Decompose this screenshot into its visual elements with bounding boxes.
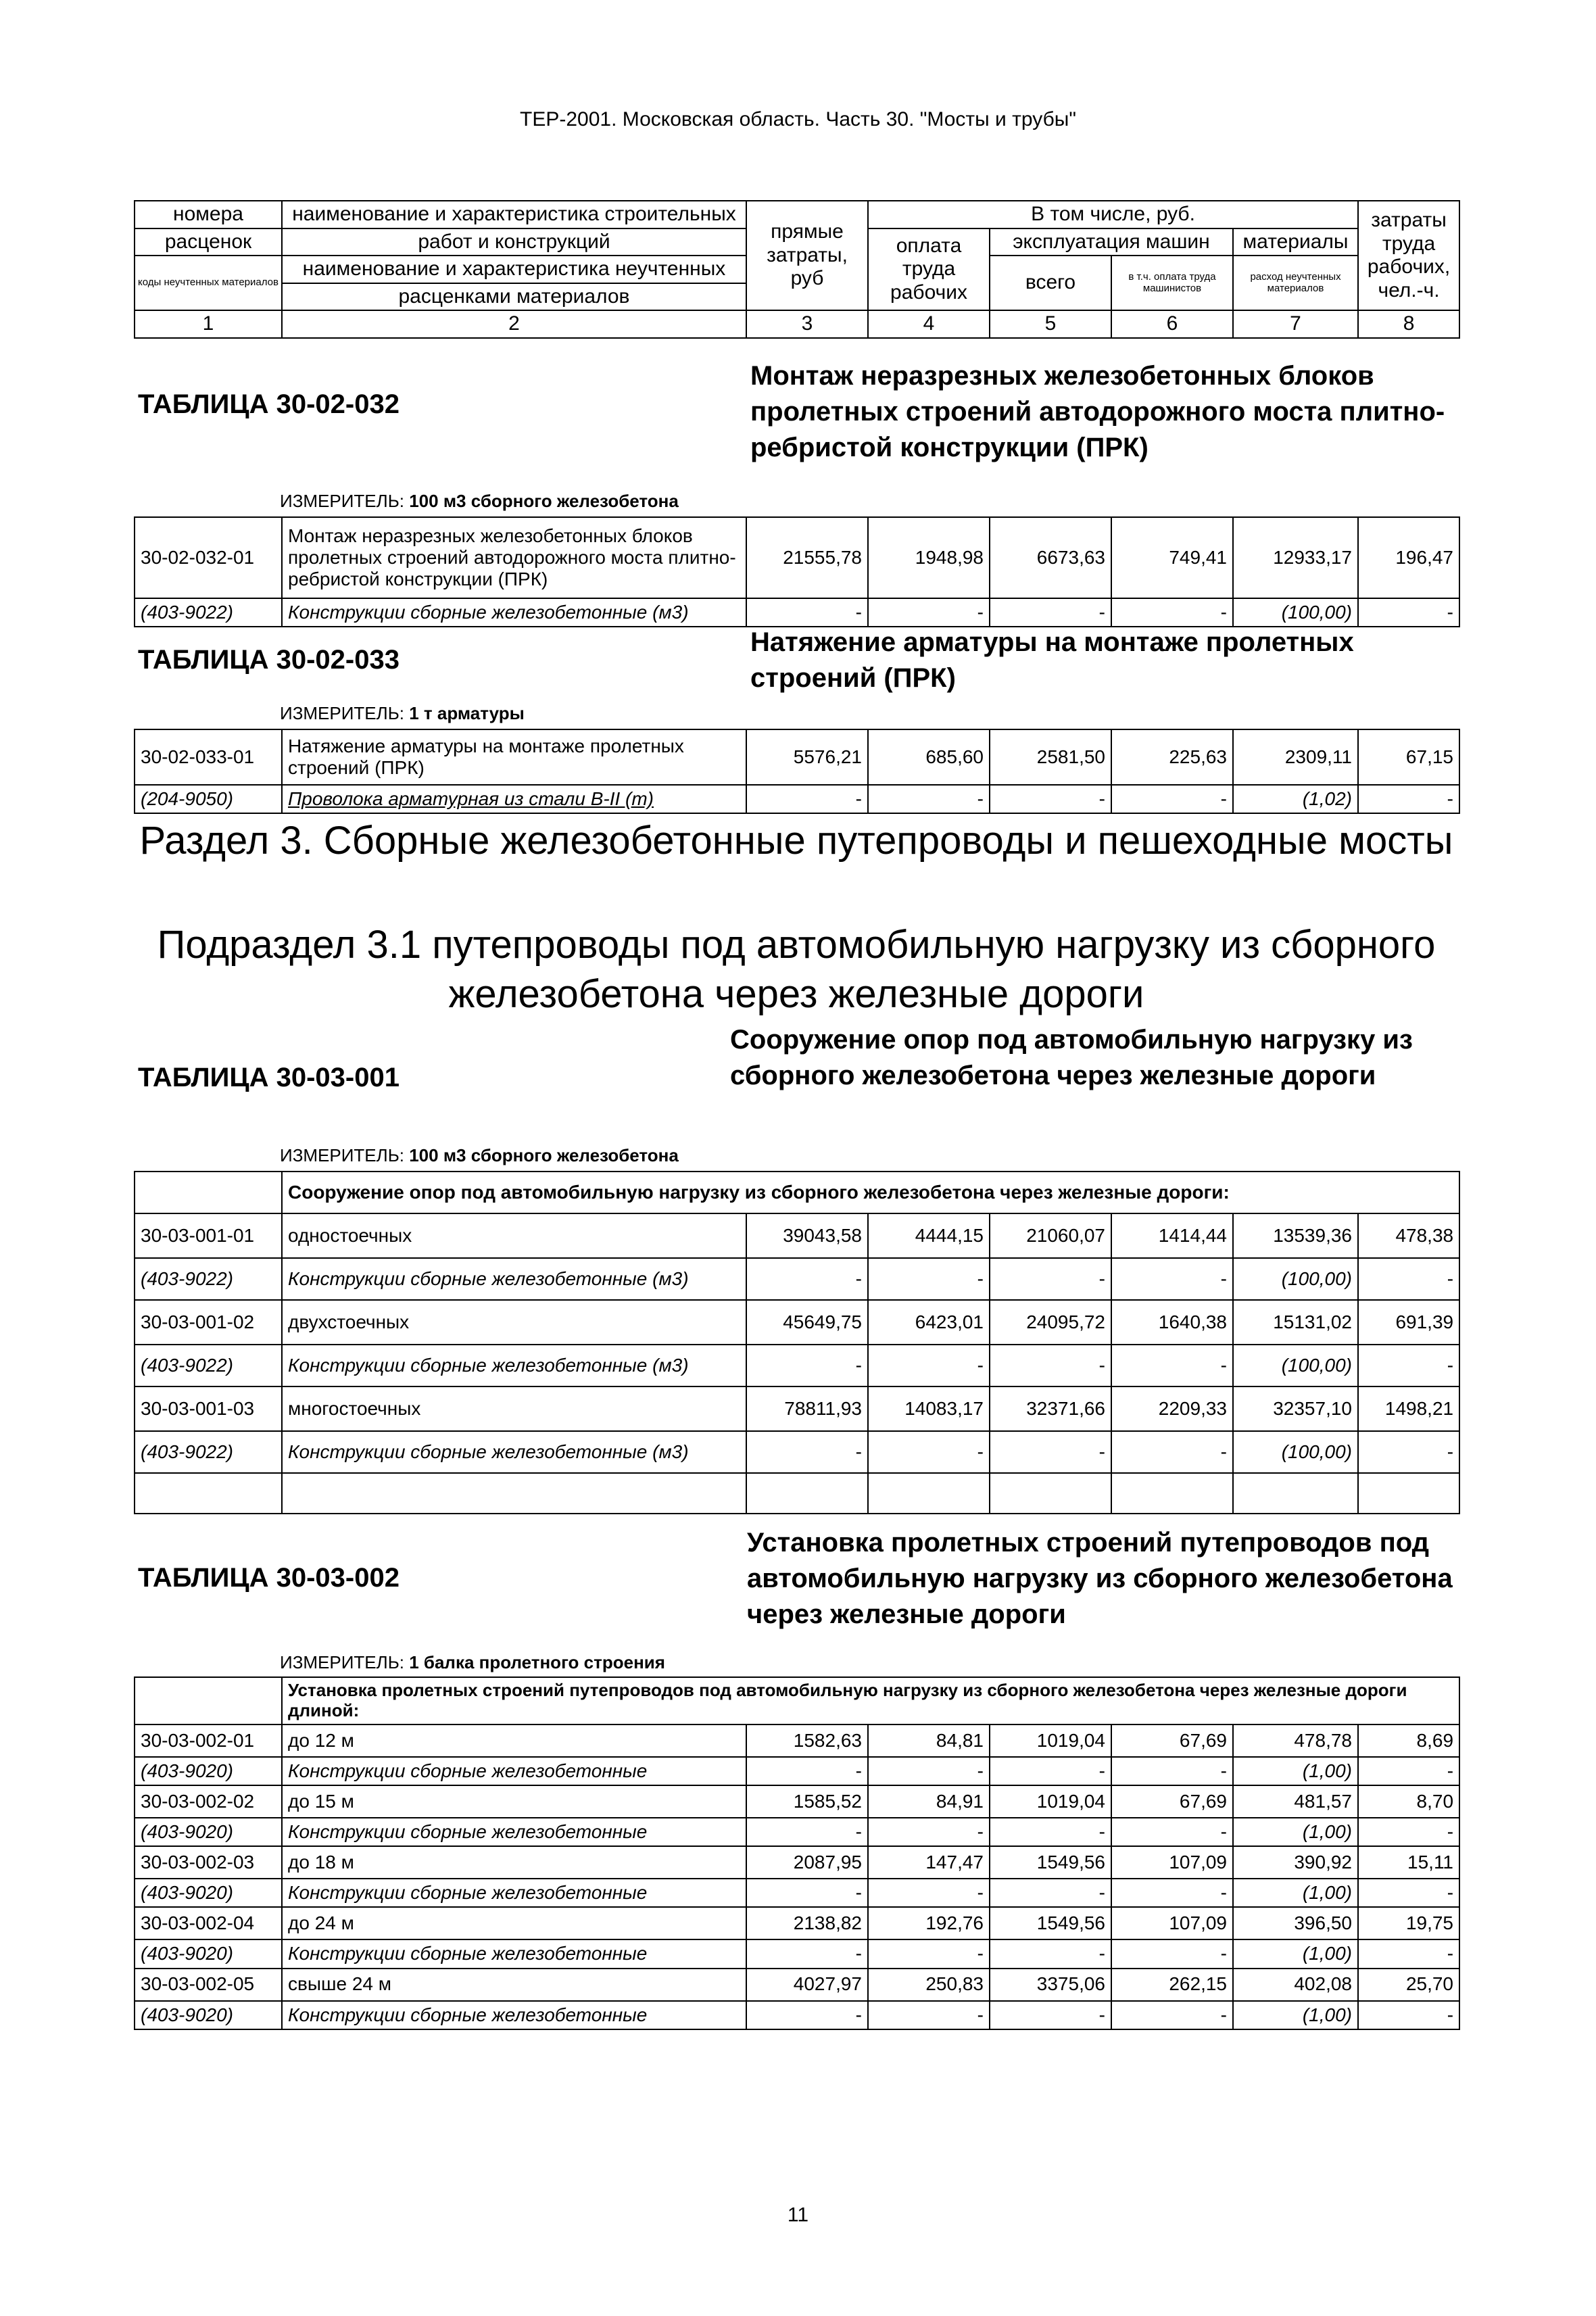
material-c6: - <box>1111 1939 1233 1968</box>
material-code: (403-9020) <box>135 1939 282 1968</box>
material-consumption: (100,00) <box>1233 1345 1358 1386</box>
table-row <box>135 1213 1459 1258</box>
material-name: Конструкции сборные железобетонные <box>282 1879 746 1907</box>
material-c5: - <box>990 1345 1111 1386</box>
material-c8: - <box>1358 785 1459 813</box>
material-name: Конструкции сборные железобетонные <box>282 1818 746 1846</box>
material-c4: - <box>868 1939 990 1968</box>
material-c5: - <box>990 1757 1111 1785</box>
table-30-02-033 <box>134 729 1460 814</box>
material-code: (403-9020) <box>135 2001 282 2029</box>
labor-hours: 478,38 <box>1358 1213 1459 1258</box>
labor-pay: 147,47 <box>868 1846 990 1879</box>
table-30-02-033-label: ТАБЛИЦА 30-02-033 <box>138 645 400 675</box>
table-row <box>135 1386 1459 1431</box>
material-code: (403-9022) <box>135 598 282 627</box>
table-30-02-032-measure: ИЗМЕРИТЕЛЬ: 100 м3 сборного железобетона <box>280 491 679 511</box>
material-row <box>135 1939 1459 1968</box>
direct-costs: 78811,93 <box>746 1386 868 1431</box>
labor-hours: 19,75 <box>1358 1907 1459 1939</box>
rate-name: Монтаж неразрезных железобетонных блоков пролетных строений автодорожного моста плитно-ребристой конструкции (ПРК) <box>282 517 746 598</box>
direct-costs: 4027,97 <box>746 1969 868 2001</box>
group-header: В том числе, руб. <box>868 201 1358 228</box>
material-c6: - <box>1111 1818 1233 1846</box>
material-c6: - <box>1111 1345 1233 1386</box>
material-consumption: (1,00) <box>1233 1757 1358 1785</box>
table-30-03-001-title: Сооружение опор под автомобильную нагрузку из сборного железобетона через железные дороги <box>730 1025 1413 1091</box>
material-c4: - <box>868 2001 990 2029</box>
rate-code: 30-02-032-01 <box>135 517 282 598</box>
direct-costs: 39043,58 <box>746 1213 868 1258</box>
rate-name: многостоечных <box>282 1386 746 1431</box>
material-c8: - <box>1358 1345 1459 1386</box>
page-number: 11 <box>787 2204 809 2226</box>
material-code: (403-9020) <box>135 1757 282 1785</box>
page-header: ТЕР-2001. Московская область. Часть 30. "Мосты и трубы" <box>520 108 1076 130</box>
machinists-pay: 107,09 <box>1111 1846 1233 1879</box>
table-30-03-001-measure: ИЗМЕРИТЕЛЬ: 100 м3 сборного железобетона <box>280 1145 679 1165</box>
material-c4: - <box>868 1879 990 1907</box>
material-name: Конструкции сборные железобетонные (м3) <box>282 1345 746 1386</box>
labor-hours: 196,47 <box>1358 517 1459 598</box>
materials: 402,08 <box>1233 1969 1358 2001</box>
col8-header: затраты труда рабочих, чел.-ч. <box>1358 201 1459 310</box>
material-c4: - <box>868 1345 990 1386</box>
labor-pay: 84,91 <box>868 1785 990 1818</box>
labor-hours: 8,70 <box>1358 1785 1459 1818</box>
col-number-1: 1 <box>135 310 282 338</box>
col56-header: эксплуатация машин <box>990 228 1233 256</box>
material-consumption: (1,00) <box>1233 1879 1358 1907</box>
rate-code: 30-03-001-02 <box>135 1300 282 1345</box>
table-30-02-032-label: ТАБЛИЦА 30-02-032 <box>138 389 400 419</box>
materials: 2309,11 <box>1233 729 1358 785</box>
machinists-pay: 749,41 <box>1111 517 1233 598</box>
material-consumption: (1,00) <box>1233 2001 1358 2029</box>
rate-code: 30-03-002-04 <box>135 1907 282 1939</box>
labor-hours: 691,39 <box>1358 1300 1459 1345</box>
col6-header: в т.ч. оплата труда машинистов <box>1111 256 1233 310</box>
materials: 15131,02 <box>1233 1300 1358 1345</box>
labor-hours: 67,15 <box>1358 729 1459 785</box>
materials: 12933,17 <box>1233 517 1358 598</box>
table-30-03-001 <box>134 1171 1460 1514</box>
machinists-pay: 67,69 <box>1111 1724 1233 1757</box>
machinists-pay: 107,09 <box>1111 1907 1233 1939</box>
labor-pay: 4444,15 <box>868 1213 990 1258</box>
material-c5: - <box>990 785 1111 813</box>
material-row <box>135 1879 1459 1907</box>
material-name: Конструкции сборные железобетонные (м3) <box>282 1258 746 1300</box>
machines-total: 1019,04 <box>990 1724 1111 1757</box>
material-row <box>135 1818 1459 1846</box>
material-code: (403-9022) <box>135 1431 282 1473</box>
machines-total: 1019,04 <box>990 1785 1111 1818</box>
material-c4: - <box>868 1818 990 1846</box>
machinists-pay: 67,69 <box>1111 1785 1233 1818</box>
material-c4: - <box>868 785 990 813</box>
table-row <box>135 1907 1459 1939</box>
material-c5: - <box>990 2001 1111 2029</box>
col2-header-d: расценками материалов <box>282 283 746 311</box>
rate-name: одностоечных <box>282 1213 746 1258</box>
material-row <box>135 1258 1459 1300</box>
machines-total: 1549,56 <box>990 1846 1111 1879</box>
material-c5: - <box>990 1818 1111 1846</box>
material-c8: - <box>1358 1939 1459 1968</box>
material-c5: - <box>990 598 1111 627</box>
machines-total: 21060,07 <box>990 1213 1111 1258</box>
table-30-02-032 <box>134 516 1460 627</box>
material-row <box>135 2001 1459 2029</box>
material-name: Проволока арматурная из стали В-II (т) <box>282 785 746 813</box>
col5-header: всего <box>990 256 1111 310</box>
material-c6: - <box>1111 598 1233 627</box>
col-number-5: 5 <box>990 310 1111 338</box>
group-title: Сооружение опор под автомобильную нагрузку из сборного железобетона через железные дороги: <box>282 1172 1459 1213</box>
rate-code: 30-02-033-01 <box>135 729 282 785</box>
section-heading: Раздел 3. Сборные железобетонные путепроводы и пешеходные мосты <box>139 819 1453 863</box>
table-row <box>135 1846 1459 1879</box>
material-c8: - <box>1358 1818 1459 1846</box>
machinists-pay: 2209,33 <box>1111 1386 1233 1431</box>
direct-costs: 1582,63 <box>746 1724 868 1757</box>
material-c8: - <box>1358 1879 1459 1907</box>
material-c3: - <box>746 1879 868 1907</box>
material-c8: - <box>1358 1431 1459 1473</box>
rate-code: 30-03-002-05 <box>135 1969 282 2001</box>
material-c6: - <box>1111 2001 1233 2029</box>
col2-header-c: наименование и характеристика неучтенных <box>282 256 746 283</box>
rate-name: до 18 м <box>282 1846 746 1879</box>
material-consumption: (100,00) <box>1233 1431 1358 1473</box>
material-row <box>135 1345 1459 1386</box>
material-consumption: (1,02) <box>1233 785 1358 813</box>
material-c5: - <box>990 1431 1111 1473</box>
labor-pay: 84,81 <box>868 1724 990 1757</box>
material-name: Конструкции сборные железобетонные <box>282 1939 746 1968</box>
material-c3: - <box>746 785 868 813</box>
material-c6: - <box>1111 1879 1233 1907</box>
labor-pay: 685,60 <box>868 729 990 785</box>
table-30-03-001-label: ТАБЛИЦА 30-03-001 <box>138 1063 400 1092</box>
materials: 390,92 <box>1233 1846 1358 1879</box>
material-name: Конструкции сборные железобетонные <box>282 1757 746 1785</box>
materials: 478,78 <box>1233 1724 1358 1757</box>
direct-costs: 2138,82 <box>746 1907 868 1939</box>
material-c3: - <box>746 1939 868 1968</box>
col3-header: прямые затраты, руб <box>746 201 868 310</box>
col7-header-b: расход неучтенных материалов <box>1233 256 1358 310</box>
material-row <box>135 1431 1459 1473</box>
materials: 32357,10 <box>1233 1386 1358 1431</box>
material-c8: - <box>1358 598 1459 627</box>
col4-header: оплата труда рабочих <box>868 228 990 311</box>
table-row <box>135 1785 1459 1818</box>
material-code: (403-9022) <box>135 1345 282 1386</box>
material-name: Конструкции сборные железобетонные (м3) <box>282 598 746 627</box>
rate-code: 30-03-001-01 <box>135 1213 282 1258</box>
col7-header-a: материалы <box>1233 228 1358 256</box>
table-30-03-002-measure: ИЗМЕРИТЕЛЬ: 1 балка пролетного строения <box>280 1652 665 1672</box>
material-c5: - <box>990 1258 1111 1300</box>
material-c4: - <box>868 1757 990 1785</box>
material-c3: - <box>746 1431 868 1473</box>
measure-unit: 1 балка пролетного строения <box>409 1652 665 1672</box>
col-number-4: 4 <box>868 310 990 338</box>
subsection-heading: Подраздел 3.1 путепроводы под автомобильную нагрузку из сборного железобетона через железные дороги <box>157 923 1436 1016</box>
rate-code: 30-03-002-03 <box>135 1846 282 1879</box>
material-consumption: (100,00) <box>1233 598 1358 627</box>
labor-pay: 250,83 <box>868 1969 990 2001</box>
col2-header-a: наименование и характеристика строительных <box>282 201 746 228</box>
rate-name: свыше 24 м <box>282 1969 746 2001</box>
material-consumption: (100,00) <box>1233 1258 1358 1300</box>
material-c3: - <box>746 598 868 627</box>
material-row <box>135 785 1459 813</box>
rate-name: до 15 м <box>282 1785 746 1818</box>
labor-pay: 6423,01 <box>868 1300 990 1345</box>
table-row <box>135 1300 1459 1345</box>
machines-total: 2581,50 <box>990 729 1111 785</box>
labor-hours: 15,11 <box>1358 1846 1459 1879</box>
direct-costs: 45649,75 <box>746 1300 868 1345</box>
labor-hours: 25,70 <box>1358 1969 1459 2001</box>
machinists-pay: 225,63 <box>1111 729 1233 785</box>
col-number-2: 2 <box>282 310 746 338</box>
labor-pay: 192,76 <box>868 1907 990 1939</box>
material-name: Конструкции сборные железобетонные <box>282 2001 746 2029</box>
measure-unit: 100 м3 сборного железобетона <box>409 1145 679 1165</box>
material-c6: - <box>1111 1757 1233 1785</box>
material-row <box>135 598 1459 627</box>
machines-total: 3375,06 <box>990 1969 1111 2001</box>
col-number-8: 8 <box>1358 310 1459 338</box>
material-consumption: (1,00) <box>1233 1818 1358 1846</box>
labor-pay: 14083,17 <box>868 1386 990 1431</box>
col-number-3: 3 <box>746 310 868 338</box>
col-number-7: 7 <box>1233 310 1358 338</box>
machinists-pay: 262,15 <box>1111 1969 1233 2001</box>
table-30-03-002 <box>134 1676 1460 2030</box>
rate-name: Натяжение арматуры на монтаже пролетных строений (ПРК) <box>282 729 746 785</box>
table-30-03-002-label: ТАБЛИЦА 30-03-002 <box>138 1563 400 1593</box>
measure-unit: 1 т арматуры <box>409 703 525 723</box>
table-row <box>135 1969 1459 2001</box>
material-c6: - <box>1111 785 1233 813</box>
rate-code: 30-03-002-02 <box>135 1785 282 1818</box>
table-30-02-033-title: Натяжение арматуры на монтаже пролетных строений (ПРК) <box>750 627 1354 694</box>
table-30-02-032-title: Монтаж неразрезных железобетонных блоков пролетных строений автодорожного моста плитно-ребристой конструкции (ПРК) <box>750 361 1445 463</box>
material-c4: - <box>868 1258 990 1300</box>
direct-costs: 1585,52 <box>746 1785 868 1818</box>
machines-total: 32371,66 <box>990 1386 1111 1431</box>
col1-header-c: коды неучтенных материалов <box>135 256 282 310</box>
labor-hours: 1498,21 <box>1358 1386 1459 1431</box>
material-c4: - <box>868 1431 990 1473</box>
material-c3: - <box>746 1345 868 1386</box>
material-c3: - <box>746 1757 868 1785</box>
material-c5: - <box>990 1939 1111 1968</box>
machines-total: 24095,72 <box>990 1300 1111 1345</box>
rate-code: 30-03-002-01 <box>135 1724 282 1757</box>
group-title-row <box>135 1172 1459 1213</box>
material-name: Конструкции сборные железобетонные (м3) <box>282 1431 746 1473</box>
direct-costs: 5576,21 <box>746 729 868 785</box>
material-code: (403-9020) <box>135 1818 282 1846</box>
material-c8: - <box>1358 1258 1459 1300</box>
table-30-02-033-measure: ИЗМЕРИТЕЛЬ: 1 т арматуры <box>280 703 525 723</box>
machines-total: 6673,63 <box>990 517 1111 598</box>
direct-costs: 21555,78 <box>746 517 868 598</box>
machinists-pay: 1414,44 <box>1111 1213 1233 1258</box>
material-code: (403-9022) <box>135 1258 282 1300</box>
rate-code: 30-03-001-03 <box>135 1386 282 1431</box>
material-code: (204-9050) <box>135 785 282 813</box>
labor-hours: 8,69 <box>1358 1724 1459 1757</box>
materials: 481,57 <box>1233 1785 1358 1818</box>
materials: 396,50 <box>1233 1907 1358 1939</box>
rate-name: двухстоечных <box>282 1300 746 1345</box>
material-c8: - <box>1358 1757 1459 1785</box>
material-c3: - <box>746 2001 868 2029</box>
material-c4: - <box>868 598 990 627</box>
col2-header-b: работ и конструкций <box>282 228 746 256</box>
table-30-03-002-title: Установка пролетных строений путепроводов под автомобильную нагрузку из сборного железобетона через железные дороги <box>747 1528 1453 1630</box>
col1-header-b: расценок <box>135 228 282 256</box>
material-c8: - <box>1358 2001 1459 2029</box>
col1-header-a: номера <box>135 201 282 228</box>
materials: 13539,36 <box>1233 1213 1358 1258</box>
material-row <box>135 1757 1459 1785</box>
table-row <box>135 1724 1459 1757</box>
rate-name: до 24 м <box>282 1907 746 1939</box>
col-number-6: 6 <box>1111 310 1233 338</box>
material-c3: - <box>746 1818 868 1846</box>
rate-name: до 12 м <box>282 1724 746 1757</box>
direct-costs: 2087,95 <box>746 1846 868 1879</box>
material-c6: - <box>1111 1431 1233 1473</box>
material-consumption: (1,00) <box>1233 1939 1358 1968</box>
measure-unit: 100 м3 сборного железобетона <box>409 491 679 511</box>
material-c5: - <box>990 1879 1111 1907</box>
material-c3: - <box>746 1258 868 1300</box>
table-row <box>135 517 1459 598</box>
group-title: Установка пролетных строений путепроводов под автомобильную нагрузку из сборного железобетона через железные дороги длиной: <box>282 1677 1459 1724</box>
labor-pay: 1948,98 <box>868 517 990 598</box>
column-header-table <box>134 200 1460 339</box>
material-code: (403-9020) <box>135 1879 282 1907</box>
table-row <box>135 729 1459 785</box>
machines-total: 1549,56 <box>990 1907 1111 1939</box>
group-title-row <box>135 1677 1459 1724</box>
material-c6: - <box>1111 1258 1233 1300</box>
machinists-pay: 1640,38 <box>1111 1300 1233 1345</box>
